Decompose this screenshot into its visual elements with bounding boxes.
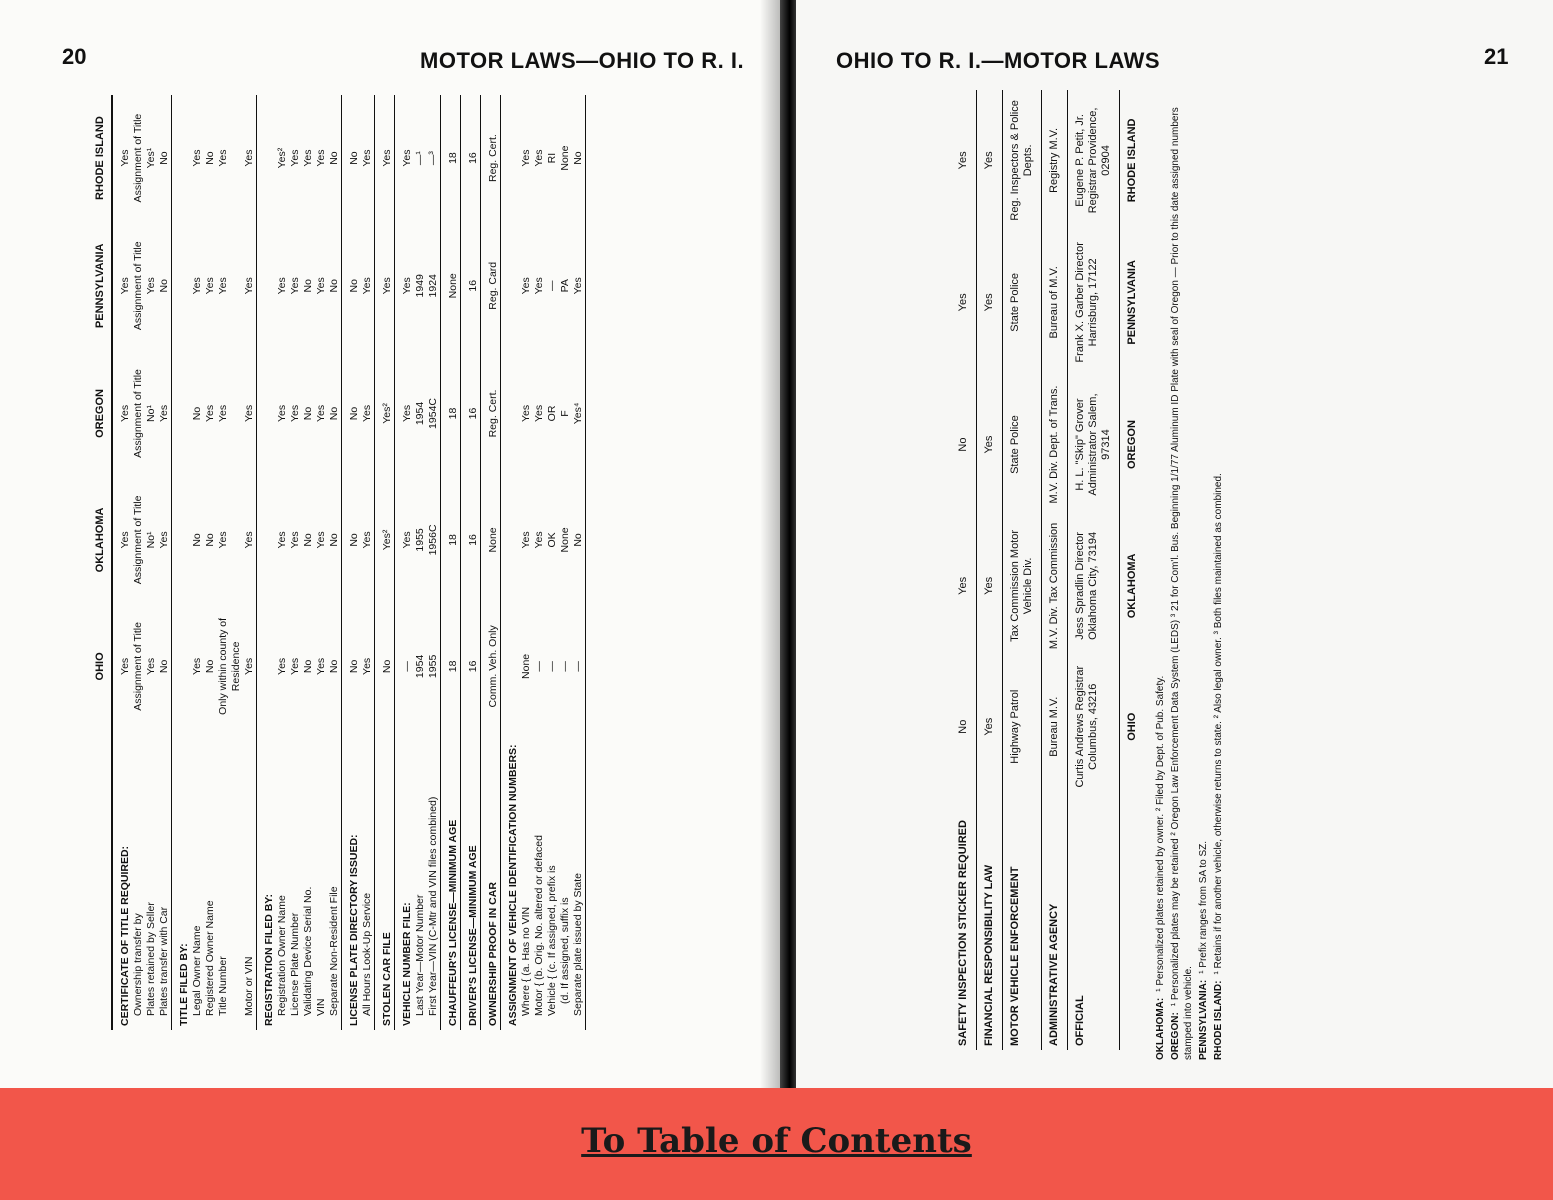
row-label: Separate Non-Resident File — [328, 729, 342, 1030]
row-label: Registered Owner Name — [204, 900, 216, 1016]
table-cell: No — [951, 374, 977, 515]
table-cell — [257, 350, 277, 476]
page-number-right: 21 — [1484, 44, 1509, 69]
table-cell: State Police — [1003, 374, 1042, 515]
footnote-text: ¹ Personalized plates retained by owner. ² Filed by Dept. of Pub. Safety. — [1155, 675, 1166, 992]
table-cell — [501, 477, 521, 604]
table-row — [951, 90, 977, 1050]
table-row — [289, 95, 302, 1030]
table-cell: Yes — [315, 277, 327, 295]
footnote-text: ¹ Prefix ranges from SA to SZ. — [1198, 840, 1209, 974]
table-cell: No — [204, 659, 216, 674]
table-cell: Yes — [375, 95, 395, 221]
table-cell: No — [572, 477, 586, 604]
row-label: First Year—VIN (C-Mtr and VIN files combined) — [427, 729, 441, 1030]
column-header-item — [90, 729, 112, 1030]
table-cell: —¹ — [414, 151, 426, 166]
table-cell: No — [348, 151, 360, 165]
table-row — [204, 95, 217, 1030]
table-cell: Highway Patrol — [1003, 657, 1042, 797]
table-cell: 1955 — [427, 603, 441, 729]
column-header-state: OHIO — [90, 603, 112, 729]
table-row — [217, 95, 243, 1030]
table-cell: None — [441, 221, 461, 350]
footnote — [1197, 100, 1210, 1060]
table-cell — [257, 221, 277, 350]
table-cell: No — [302, 279, 314, 293]
table-cell: Yes — [119, 277, 131, 295]
row-label: Plates retained by Seller — [145, 902, 157, 1016]
row-label: License Plate Number — [289, 912, 301, 1016]
table-cell — [172, 603, 192, 729]
table-cell: Yes — [315, 657, 327, 675]
table-cell: Yes — [977, 90, 1003, 231]
table-row — [1003, 90, 1042, 1050]
table-cell: Frank X. Garber Director Harrisburg, 17122 — [1068, 231, 1120, 374]
table-cell: Yes — [289, 277, 301, 295]
table-cell: — — [533, 661, 545, 672]
table-of-contents-link[interactable]: To Table of Contents — [581, 1121, 972, 1161]
table-cell: — — [401, 661, 413, 672]
table-cell: Yes — [243, 477, 257, 604]
table-cell: 16 — [461, 477, 481, 604]
table-row — [441, 95, 461, 1030]
table-cell: Yes — [289, 657, 301, 675]
table-cell: No — [348, 533, 360, 547]
footnote-text: ¹ Retains if for another vehicle, otherwise returns to state. ² Also legal owner. ³ Both files maintained as combined. — [1213, 473, 1224, 975]
table-row — [276, 95, 289, 1030]
table-cell: H. L. "Skip" Grover Administrator Salem, 97314 — [1068, 374, 1120, 515]
table-cell: Yes — [361, 95, 375, 221]
table-cell: No — [951, 657, 977, 797]
table-cell: Yes — [276, 531, 288, 549]
table-cell: Yes² — [375, 350, 395, 476]
table-cell: Yes — [401, 149, 413, 167]
table-row — [302, 95, 315, 1030]
table-cell: Yes — [191, 149, 203, 167]
table-cell: Yes — [243, 350, 257, 476]
table-cell: Assignment of Title — [132, 369, 144, 458]
table-cell: Yes — [361, 603, 375, 729]
table-cell: Yes — [217, 277, 229, 295]
row-label: LICENSE PLATE DIRECTORY ISSUED: — [348, 834, 360, 1026]
table-row — [559, 95, 572, 1030]
table-cell: Eugene P. Petit, Jr. Registrar Providence, 02904 — [1068, 90, 1120, 231]
table-row — [427, 95, 441, 1030]
footnote-state: OREGON: — [1170, 1012, 1181, 1060]
running-head-right: OHIO TO R. I.—MOTOR LAWS — [836, 48, 1161, 73]
table-cell: No — [348, 406, 360, 421]
table-row — [158, 95, 172, 1030]
column-header-state: OREGON — [90, 350, 112, 476]
state-name: OREGON — [1126, 420, 1138, 469]
table-cell: Reg. Cert. — [481, 350, 501, 476]
table-cell: Reg. Inspectors & Police Depts. — [1003, 90, 1042, 231]
table-cell: PA — [559, 279, 571, 293]
footnotes — [1154, 100, 1264, 1060]
table-cell: Assignment of Title — [132, 113, 144, 203]
table-cell: 18 — [441, 350, 461, 476]
row-label: Ownership transfer by — [132, 913, 144, 1016]
table-cell: Yes — [158, 477, 172, 604]
row-label: Vehicle { (c. If assigned, prefix is — [546, 865, 558, 1016]
table-cell: Reg. Card — [481, 221, 501, 350]
table-cell: 18 — [441, 95, 461, 221]
table-cell: Yes — [204, 277, 216, 295]
table-cell: Yes — [520, 149, 532, 167]
table-row — [145, 95, 158, 1030]
table-cell: No — [328, 477, 342, 604]
footnote-state: OKLAHOMA: — [1155, 997, 1166, 1060]
table-cell: Yes — [977, 657, 1003, 797]
table-row — [501, 95, 521, 1030]
table-row — [243, 95, 257, 1030]
table-cell: Yes — [217, 149, 229, 167]
table-cell: Tax Commission Motor Vehicle Div. — [1003, 515, 1042, 656]
table-cell: Yes — [951, 231, 977, 374]
row-label: TITLE FILED BY: — [178, 943, 190, 1026]
table-cell: None — [559, 527, 571, 553]
table-row — [172, 95, 192, 1030]
table-row — [315, 95, 328, 1030]
table-cell: 16 — [461, 350, 481, 476]
table-cell: Yes⁴ — [572, 350, 586, 476]
table-cell: Yes — [401, 404, 413, 423]
row-label: ADMINISTRATIVE AGENCY — [1042, 797, 1068, 1050]
table-cell: Yes — [191, 657, 203, 675]
left-page — [0, 0, 780, 1088]
row-label: (d. If assigned, suffix is — [559, 897, 571, 1004]
table-cell: None — [520, 653, 532, 679]
table-row — [361, 95, 375, 1030]
table-cell: Yes — [361, 477, 375, 604]
table-cell: Yes — [533, 404, 545, 423]
table-cell: RI — [546, 152, 558, 164]
table-cell: Yes¹ — [145, 147, 157, 169]
row-label: Where { (a. Has no VIN — [520, 906, 532, 1016]
table-cell: — — [572, 603, 586, 729]
table-cell: Jess Spradlin Director Oklahoma City, 73194 — [1068, 515, 1120, 656]
table-cell: Yes — [119, 531, 131, 549]
footnote-text: ¹ Personalized plates may be retained ² Oregon Law Enforcement Data System (LEDS) ³ 21 for Com'l. Bus. Beginning 1/1/77 Aluminum ID Plate with seal of Oregon — Prior to this date assigned numbers stamped into vehicle. — [1170, 107, 1194, 1060]
table-cell: Yes — [951, 515, 977, 656]
table-cell: Yes — [533, 531, 545, 549]
table-cell: 1954 — [414, 654, 426, 679]
table-row — [533, 95, 546, 1030]
footnote — [1212, 100, 1225, 1060]
table-cell: Curtis Andrews Registrar Columbus, 43216 — [1068, 657, 1120, 797]
footnote — [1154, 100, 1167, 1060]
table-cell: 1956C — [427, 477, 441, 604]
table-cell: Yes — [315, 531, 327, 549]
table-cell: No — [204, 533, 216, 547]
table-cell: Comm. Veh. Only — [481, 603, 501, 729]
table-cell: 16 — [461, 221, 481, 350]
table-cell: No — [158, 603, 172, 729]
table-cell: —³ — [427, 95, 441, 221]
table-cell: — — [559, 661, 571, 672]
table-cell: No — [328, 221, 342, 350]
table-cell: Assignment of Title — [132, 622, 144, 711]
row-label: Motor { (b. Orig. No. altered or defaced — [533, 835, 545, 1016]
row-label: FINANCIAL RESPONSIBILITY LAW — [977, 797, 1003, 1050]
table-cell: Registry M.V. — [1042, 90, 1068, 231]
table-cell: 1954C — [427, 350, 441, 476]
column-header-state: OKLAHOMA — [90, 477, 112, 604]
table-cell: Yes — [533, 277, 545, 295]
table-cell: Bureau of M.V. — [1042, 231, 1068, 374]
table-cell: Yes — [315, 149, 327, 167]
table-row — [112, 95, 132, 1030]
row-label: Validating Device Serial No. — [302, 886, 314, 1016]
table-row — [414, 95, 427, 1030]
table-cell — [501, 221, 521, 350]
table-cell: Yes — [361, 221, 375, 350]
page-gutter-shadow — [760, 0, 780, 1088]
table-cell: Yes — [533, 149, 545, 167]
table-cell: Yes — [243, 95, 257, 221]
table-row — [520, 95, 533, 1030]
column-header-state: RHODE ISLAND — [90, 95, 112, 221]
state-footer-row — [1120, 90, 1146, 1050]
table-cell: No — [302, 406, 314, 421]
table-cell: Yes² — [276, 147, 288, 169]
table-cell: Yes — [243, 221, 257, 350]
table-row — [191, 95, 204, 1030]
row-label: CERTIFICATE OF TITLE REQUIRED: — [119, 845, 131, 1026]
table-cell: Yes — [289, 149, 301, 167]
table-cell: — — [546, 280, 558, 292]
table-cell: No — [191, 533, 203, 547]
footnote-state: RHODE ISLAND: — [1213, 980, 1224, 1060]
row-label: STOLEN CAR FILE — [375, 729, 395, 1030]
table-cell: No — [348, 279, 360, 293]
table-cell: Yes — [119, 149, 131, 167]
table-row — [1068, 90, 1120, 1050]
table-cell: None — [481, 477, 501, 604]
table-cell: Yes — [977, 374, 1003, 515]
table-cell: Yes — [243, 603, 257, 729]
row-label: All Hours Look-Up Service — [361, 729, 375, 1030]
table-cell: OK — [546, 532, 558, 548]
row-label: Motor or VIN — [243, 729, 257, 1030]
table-cell: 1924 — [427, 221, 441, 350]
row-label: Separate plate issued by State — [572, 729, 586, 1030]
table-cell: Yes — [977, 515, 1003, 656]
row-label: Registration Owner Name — [276, 895, 288, 1016]
table-cell: Yes — [217, 531, 229, 549]
table-cell: Yes — [276, 657, 288, 675]
row-label: OWNERSHIP PROOF IN CAR — [481, 729, 501, 1030]
table-cell: Yes — [289, 531, 301, 549]
table-cell: No — [572, 95, 586, 221]
table-cell: 1954 — [414, 401, 426, 426]
table-cell — [257, 603, 277, 729]
table-cell: OR — [546, 405, 558, 422]
table-cell: F — [559, 410, 571, 417]
table-cell: Yes — [951, 90, 977, 231]
state-name: OKLAHOMA — [1126, 553, 1138, 619]
book-spine — [780, 0, 796, 1088]
table-cell: None — [559, 145, 571, 171]
row-label: Title Number — [217, 956, 229, 1016]
table-row — [1042, 90, 1068, 1050]
table-row — [461, 95, 481, 1030]
motor-laws-table-left — [90, 95, 770, 1030]
table-cell: Yes — [276, 277, 288, 295]
table-cell: Yes — [158, 350, 172, 476]
row-label: VIN — [315, 998, 327, 1016]
state-name: RHODE ISLAND — [1126, 118, 1138, 203]
row-label: Last Year—Motor Number — [414, 894, 426, 1016]
table-cell: Assignment of Title — [132, 495, 144, 585]
table-row — [257, 95, 277, 1030]
table-row — [375, 95, 395, 1030]
footnote — [1169, 100, 1195, 1060]
row-label: OFFICIAL — [1068, 797, 1120, 1050]
table-row — [546, 95, 559, 1030]
table-row — [572, 95, 586, 1030]
table-row — [342, 95, 362, 1030]
table-cell: No — [191, 406, 203, 421]
table-cell: No — [302, 659, 314, 674]
table-cell — [501, 603, 521, 729]
table-cell: — — [546, 661, 558, 672]
row-label: DRIVER'S LICENSE—MINIMUM AGE — [461, 729, 481, 1030]
blank-cell — [1120, 797, 1146, 1050]
table-cell: No — [204, 151, 216, 165]
row-label: SAFETY INSPECTION STICKER REQUIRED — [951, 797, 977, 1050]
state-name: PENNSYLVANIA — [1126, 260, 1138, 345]
table-cell: Only within county of Residence — [217, 617, 242, 715]
table-cell: Yes — [145, 277, 157, 295]
table-cell: Reg. Cert. — [481, 95, 501, 221]
table-cell: Yes — [119, 404, 131, 423]
table-cell: 18 — [441, 477, 461, 604]
table-cell: Yes — [145, 657, 157, 675]
table-cell: No — [375, 603, 395, 729]
table-row — [977, 90, 1003, 1050]
table-cell: Yes — [204, 404, 216, 423]
table-cell: Yes — [572, 221, 586, 350]
table-cell: Yes — [217, 404, 229, 423]
table-cell: Yes — [977, 231, 1003, 374]
table-cell: Bureau M.V. — [1042, 657, 1068, 797]
table-cell: No¹ — [145, 405, 157, 422]
table-cell — [501, 95, 521, 221]
table-cell: Yes — [302, 149, 314, 167]
table-cell — [172, 350, 192, 476]
running-head-left: MOTOR LAWS—OHIO TO R. I. — [420, 48, 745, 73]
table-cell: 1955 — [414, 528, 426, 552]
table-cell: Yes — [119, 657, 131, 675]
table-cell — [172, 95, 192, 221]
table-cell: Yes — [401, 531, 413, 549]
row-label: CHAUFFEUR'S LICENSE—MINIMUM AGE — [441, 729, 461, 1030]
table-cell: State Police — [1003, 231, 1042, 374]
row-label: Legal Owner Name — [191, 925, 203, 1016]
table-cell: Yes — [520, 277, 532, 295]
table-cell: Yes — [520, 404, 532, 423]
column-header-state: PENNSYLVANIA — [90, 221, 112, 350]
table-cell: No — [328, 95, 342, 221]
table-cell: Yes — [315, 404, 327, 423]
table-cell — [501, 350, 521, 476]
table-cell: Yes — [520, 531, 532, 549]
table-row — [395, 95, 415, 1030]
table-cell: No — [348, 659, 360, 674]
table-row — [132, 95, 145, 1030]
table-cell: No — [158, 221, 172, 350]
row-label: Plates transfer with Car — [158, 729, 172, 1030]
table-row — [328, 95, 342, 1030]
table-cell: Assignment of Title — [132, 241, 144, 331]
state-name: OHIO — [1126, 712, 1138, 741]
table-cell: No — [158, 95, 172, 221]
row-label: VEHICLE NUMBER FILE: — [401, 902, 413, 1026]
table-cell: No — [302, 533, 314, 547]
table-cell — [257, 95, 277, 221]
table-cell: Yes — [375, 221, 395, 350]
table-cell: No — [328, 350, 342, 476]
table-cell: Yes — [191, 277, 203, 295]
footnote-state: PENNSYLVANIA: — [1198, 979, 1209, 1060]
table-cell — [172, 221, 192, 350]
table-cell: Yes² — [375, 477, 395, 604]
table-row — [481, 95, 501, 1030]
table-cell: 16 — [461, 95, 481, 221]
right-page — [796, 0, 1553, 1088]
table-cell: Yes — [361, 350, 375, 476]
row-label: ASSIGNMENT OF VEHICLE IDENTIFICATION NUMBERS: — [507, 744, 519, 1026]
table-cell: 1949 — [414, 274, 426, 298]
row-label: MOTOR VEHICLE ENFORCEMENT — [1003, 797, 1042, 1050]
table-cell: M.V. Div. Dept. of Trans. — [1042, 374, 1068, 515]
table-cell: 18 — [441, 603, 461, 729]
page-number-left: 20 — [62, 44, 87, 69]
table-cell: M.V. Div. Tax Commission — [1042, 515, 1068, 656]
table-cell — [257, 477, 277, 604]
table-cell: Yes — [276, 404, 288, 423]
row-label: REGISTRATION FILED BY: — [263, 893, 275, 1026]
table-cell: No¹ — [145, 531, 157, 549]
table-cell: 16 — [461, 603, 481, 729]
table-cell: Yes — [401, 277, 413, 295]
table-cell: Yes — [289, 404, 301, 423]
table-cell: No — [328, 603, 342, 729]
table-cell — [172, 477, 192, 604]
